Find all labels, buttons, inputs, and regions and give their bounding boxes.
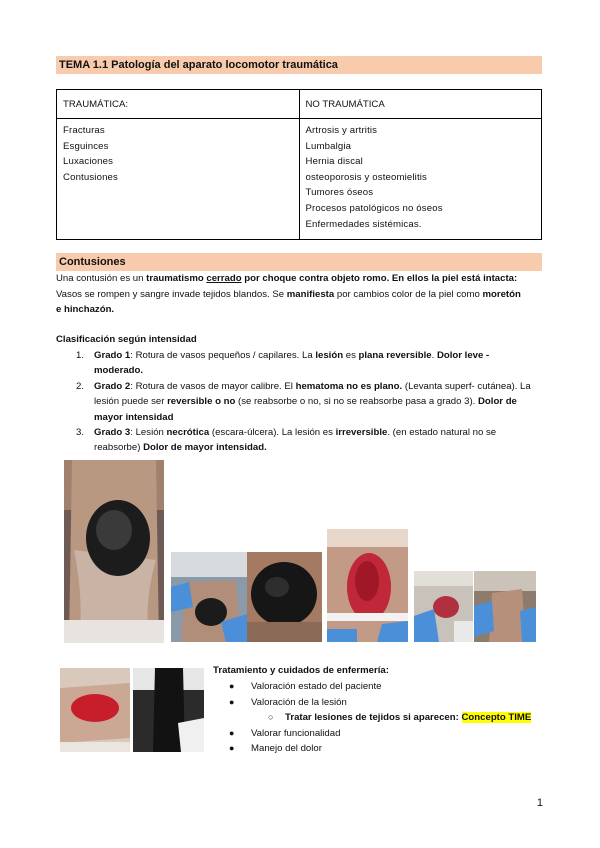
list-number: 2.: [76, 380, 85, 392]
text-run: . (en estado natural no se: [387, 427, 497, 439]
grade-label: Grado 3: [94, 427, 131, 439]
text-run: moderado.: [94, 365, 144, 377]
list-item: Esguinces: [63, 140, 109, 152]
text-run: lesión puede ser: [94, 396, 168, 408]
text-run: reversible o no: [167, 396, 236, 408]
list-item: Tumores óseos: [305, 187, 374, 199]
text-run: e hinchazón.: [56, 304, 115, 315]
text-run: .: [431, 350, 437, 361]
wound-care-photo: [171, 552, 247, 642]
no-traumatica-cell: [299, 119, 542, 240]
list-item: [56, 348, 546, 379]
text-run: Dolor leve -: [436, 350, 490, 361]
text-run: Dolor de: [477, 396, 517, 408]
wound-photo-small: [474, 571, 536, 642]
bullet-icon: ●: [229, 727, 235, 738]
bullet-icon: ●: [229, 743, 235, 753]
list-item: Contusiones: [63, 171, 118, 183]
list-item: [56, 425, 546, 456]
list-item: [213, 695, 543, 711]
list-item: Lumbalgia: [305, 140, 352, 152]
text-run: manifiesta: [286, 288, 335, 300]
list-item: [213, 741, 543, 757]
list-item-label: Manejo del dolor: [251, 743, 322, 754]
list-item-label: Valoración de la lesión: [251, 696, 347, 708]
text-run: Vasos se rompen y sangre invade tejidos blandos. Se: [56, 288, 287, 300]
text-run: plana reversible: [358, 350, 432, 361]
grade-label: Grado 1: [94, 350, 131, 361]
grade-label: Grado 2: [94, 380, 131, 392]
table-header-traumatica: TRAUMÁTICA:: [57, 90, 300, 119]
text-run: (Levanta superf- cutánea). La: [402, 380, 531, 392]
list-item: osteoporosis y osteomielitis: [305, 171, 428, 183]
text-run: hematoma no es plano.: [295, 380, 403, 392]
text-run: moretón: [482, 288, 521, 300]
text-run: : Rotura de vasos de mayor calibre. El: [130, 380, 296, 392]
text-run: : Lesión: [130, 427, 167, 439]
text-run: necrótica: [166, 427, 210, 439]
bandaged-leg-photo: [133, 668, 204, 752]
list-number: 1.: [76, 350, 85, 361]
treatment-block: [213, 663, 543, 757]
classification-title: Clasificación según intensidad: [56, 334, 197, 345]
list-item: [56, 379, 546, 425]
text-run: cerrado: [206, 273, 242, 284]
list-item: [213, 726, 543, 742]
list-item: Enfermedades sistémicas.: [305, 218, 422, 230]
text-run: reabsorbe): [94, 442, 144, 454]
bullet-icon: ●: [229, 696, 235, 707]
treatment-list: [213, 679, 543, 757]
text-run: lesión: [315, 350, 344, 361]
grades-list: [56, 348, 546, 456]
definition-paragraph: [56, 271, 546, 318]
list-item-label: Valorar funcionalidad: [251, 727, 341, 739]
traumatica-cell: [57, 119, 300, 240]
eschar-photo: [247, 552, 322, 642]
list-item: Fracturas: [63, 125, 105, 136]
text-run: (se reabsorbe o no, si no se reabsorbe pasa a grado 3).: [235, 396, 478, 408]
highlighted-text: Concepto TIME: [461, 712, 532, 723]
list-item: [213, 710, 543, 726]
healing-wound-photo: [60, 668, 130, 752]
text-run: es: [343, 350, 359, 361]
bullet-icon: ●: [229, 681, 235, 691]
necrotic-leg-photo: [64, 460, 164, 643]
comparison-table: [56, 89, 542, 240]
text-run: traumatismo: [146, 273, 207, 284]
list-item-label: Valoración estado del paciente: [251, 681, 382, 692]
list-number: 3.: [76, 427, 85, 439]
text-run: mayor intensidad: [94, 411, 174, 423]
list-item-label: Tratar lesiones de tejidos si aparecen:: [285, 712, 462, 723]
text-run: : Rotura de vasos pequeños / capilares. La: [130, 350, 316, 361]
page-number: 1: [536, 797, 543, 809]
text-run: Una contusión es un: [56, 273, 147, 284]
open-wound-photo: [327, 529, 408, 642]
list-item: Luxaciones: [63, 156, 114, 168]
text-run: (escara-úlcera). La lesión es: [209, 427, 336, 439]
list-item: Artrosis y artritis: [305, 125, 378, 136]
text-run: por choque contra objeto romo. En ellos la piel está intacta:: [241, 273, 518, 284]
text-run: por cambios color de la piel como: [334, 288, 483, 300]
text-run: Dolor de mayor intensidad.: [143, 442, 267, 454]
circle-bullet-icon: ○: [268, 712, 274, 722]
list-item: [213, 679, 543, 695]
table-header-no-traumatica: NO TRAUMÁTICA: [299, 90, 542, 119]
treatment-title: Tratamiento y cuidados de enfermería:: [213, 665, 389, 676]
wound-photo-small: [414, 571, 473, 642]
text-run: irreversible: [335, 427, 388, 439]
section-heading-contusiones: Contusiones: [56, 253, 542, 271]
list-item: Hernia discal: [305, 156, 363, 168]
list-item: Procesos patológicos no óseos: [305, 202, 443, 214]
page-title: TEMA 1.1 Patología del aparato locomotor traumática: [56, 56, 542, 74]
